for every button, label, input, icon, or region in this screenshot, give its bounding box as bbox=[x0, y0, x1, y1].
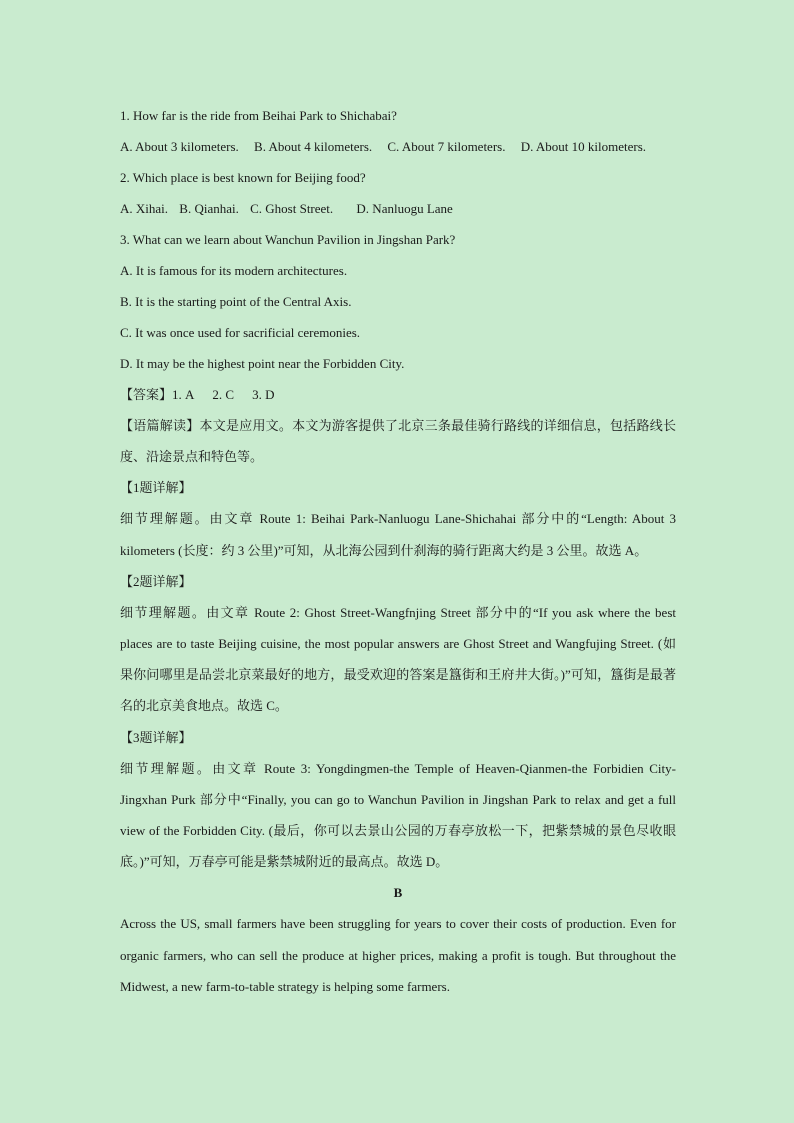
section-b-text: Across the US, small farmers have been struggling for years to cover their costs of production. Even for organic farmers, who can sell the produce at higher prices, making a profit is tough. But throughout the Midwest, a new farm-to-table strategy is helping some farmers. bbox=[120, 916, 676, 994]
q1-option-b: B. About 4 kilometers. bbox=[254, 139, 373, 154]
detail-1-label: 【1题详解】 bbox=[120, 480, 192, 496]
question-3-stem: 3. What can we learn about Wanchun Pavilion in Jingshan Park? bbox=[120, 232, 456, 247]
question-1-options bbox=[120, 131, 676, 162]
answer-line bbox=[120, 379, 676, 410]
reading-interpretation bbox=[120, 410, 676, 472]
q2-option-b: B. Qianhai. bbox=[179, 201, 239, 216]
reading-label: 【语篇解读】 bbox=[120, 418, 200, 433]
q3-option-a: A. It is famous for its modern architectures. bbox=[120, 263, 348, 278]
question-2-stem: 2. Which place is best known for Beijing food? bbox=[120, 170, 366, 185]
detail-2-label: 【2题详解】 bbox=[120, 573, 192, 589]
q2-option-c: C. Ghost Street. bbox=[250, 201, 334, 216]
detail-3-text: 细节理解题。由文章 Route 3: Yongdingmen-the Temple of Heaven-Qianmen-the Forbidien City-Jingxhan Purk 部分中“Finally, you can go to Wanchun Pavilion in Jingshan Park to relax and get a full view of the Forbidden City. (最后，你可以去景山公园的万春亭放松一下，把紫禁城的景色尽收眼底。)”可知，万春亭可能是紫禁城附近的最高点。故选 D。 bbox=[120, 760, 676, 870]
reading-text: 本文是应用文。本文为游客提供了北京三条最佳骑行路线的详细信息，包括路线长度、沿途景点和特色等。 bbox=[120, 418, 676, 465]
answer-2: 2. C bbox=[212, 387, 235, 402]
q3-option-d: D. It may be the highest point near the Forbidden City. bbox=[120, 356, 405, 371]
detail-3-label: 【3题详解】 bbox=[120, 729, 192, 745]
answer-label: 【答案】 bbox=[120, 387, 173, 402]
q3-option-c: C. It was once used for sacrificial ceremonies. bbox=[120, 325, 361, 340]
q1-option-c: C. About 7 kilometers. bbox=[387, 139, 506, 154]
q1-option-d: D. About 10 kilometers. bbox=[520, 139, 647, 154]
q3-option-b: B. It is the starting point of the Central Axis. bbox=[120, 294, 352, 309]
question-1-stem: 1. How far is the ride from Beihai Park to Shichabai? bbox=[120, 108, 397, 123]
detail-2-text: 细节理解题。由文章 Route 2: Ghost Street-Wangfnjing Street 部分中的“If you ask where the best places are to taste Beijing cuisine, the most popular answers are Ghost Street and Wangfujing Street. (如果你问哪里是品尝北京菜最好的地方，最受欢迎的答案是簋街和王府井大街。)”可知，簋街是最著名的北京美食地点。故选 C。 bbox=[120, 604, 676, 714]
q2-option-a: A. Xihai. bbox=[120, 201, 169, 216]
document-page bbox=[120, 100, 676, 1002]
question-2-options bbox=[120, 193, 676, 224]
q1-option-a: A. About 3 kilometers. bbox=[120, 139, 239, 154]
section-b-heading: B bbox=[393, 885, 403, 901]
answer-1: 1. A bbox=[172, 387, 195, 402]
q2-option-d: D. Nanluogu Lane bbox=[356, 201, 453, 216]
answer-3: 3. D bbox=[252, 387, 275, 402]
detail-1-text: 细节理解题。由文章 Route 1: Beihai Park-Nanluogu Lane-Shichahai 部分中的“Length: About 3 kilometers (长度：约 3 公里)”可知，从北海公园到什刹海的骑行距离大约是 3 公里。故选 A。 bbox=[120, 511, 676, 558]
